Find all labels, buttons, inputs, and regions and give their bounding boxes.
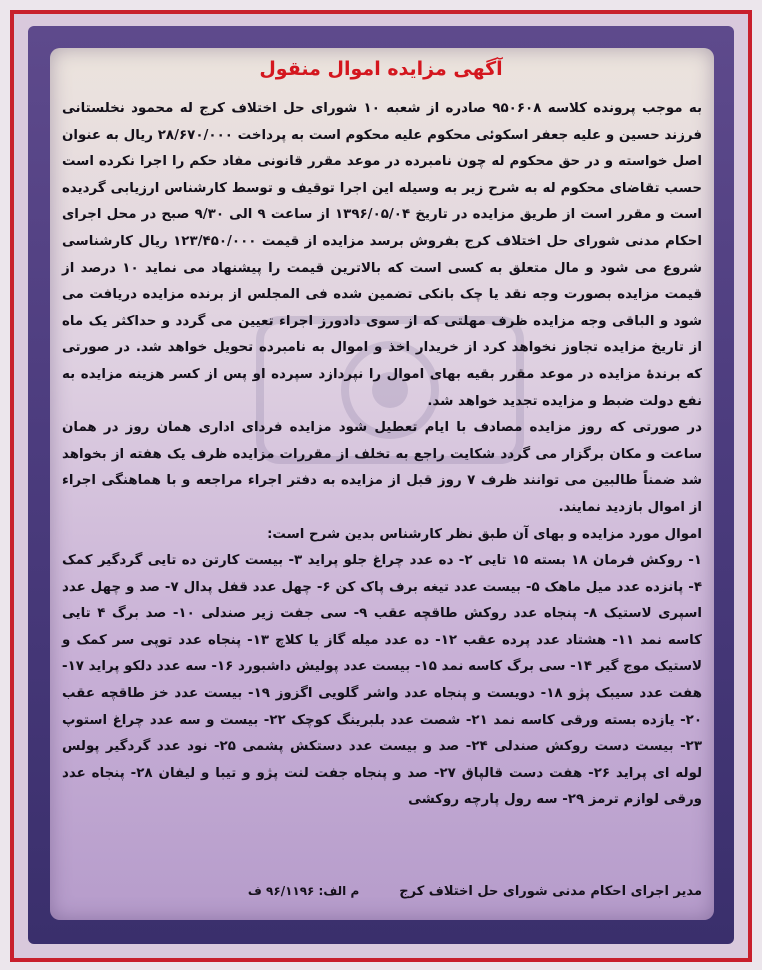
- items-list: ۱- روکش فرمان ۱۸ بسته ۱۵ تایی ۲- ده عدد چراغ جلو پراید ۳- بیست کارتن ده تایی گردگیر کمک ۴- پانزده عدد میل ماهک ۵- بیست عدد تیغه برف پاک کن ۶- چهل عدد قفل پدال ۷- صد و چهل عدد اسپری لاستیک ۸- پنجاه عدد روکش طاقچه عقب ۹- سی جفت زیر صندلی ۱۰- صد برگ ۴ تایی کاسه نمد ۱۱- هشتاد عدد پرده عقب ۱۲- ده عدد میله گاز یا کلاچ ۱۳- پنجاه عدد توپی سر کمک و لاستیک موج گیر ۱۴- سی برگ کاسه نمد ۱۵- بیست عدد پولیش داشبورد ۱۶- سه عدد دلکو پراید ۱۷- هفت عدد سیبک پژو ۱۸- دویست و پنجاه عدد واشر گلویی اگزوز ۱۹- بیست عدد خز طاقچه عقب ۲۰- یازده بسته ورقی کاسه نمد ۲۱- شصت عدد بلبرینگ کوچک ۲۲- بیست و سه عدد چراغ استوپ ۲۳- بیست دست روکش صندلی ۲۴- صد و بیست عدد دستکش پشمی ۲۵- نود عدد گردگیر پولس لوله ای پراید ۲۶- هفت دست قالپاق ۲۷- صد و پنجاه جفت لنت پژو و تیبا و لیفان ۲۸- پنجاه عدد ورقی لوازم ترمز ۲۹- سه رول پارچه روکشی: [62, 553, 703, 808]
- signer: مدیر اجرای احکام مدنی شورای حل اختلاف کرج: [399, 883, 702, 899]
- notice-footer: [62, 876, 702, 906]
- notice-paragraph: اموال مورد مزایده و بهای آن طبق نظر کارشناس بدین شرح است:: [267, 526, 702, 542]
- notice-paragraph: در صورتی که روز مزایده مصادف با ایام تعطیل شود مزایده فردای اداری همان روز در همان ساعت و مکان برگزار می گردد شکایت راجع به تخلف از مقررات مزایده ظرف یک هفته از بخواهد شد ضمناً طالبین می توانند ظرف ۷ روز قبل از مزایده به دفتر اجراء مراجعه و با هماهنگی اجراء از اموال بازدید نمایند.: [62, 420, 702, 515]
- notice-title: آگهی مزایده اموال منقول: [259, 58, 503, 80]
- notice-paragraph: به موجب پرونده کلاسه ۹۵۰۶۰۸ صادره از شعبه ۱۰ شورای حل اختلاف کرج له محمود نخلستانی فرزند حسین و علیه جعفر اسکوئی محکوم علیه محکوم است به پرداخت ۲۸/۶۷۰/۰۰۰ ریال به عنوان اصل خواسته و در حق محکوم له چون نامبرده در موعد مقرر قانونی مفاد حکم را اجرا نکرده است حسب تقاضای محکوم له به شرح زیر به وسیله این اجرا توقیف و توسط کارشناس ارزیابی گردیده است و مقرر است از طریق مزایده در تاریخ ۱۳۹۶/۰۵/۰۴ از ساعت ۹ الی ۹/۳۰ صبح در محل اجرای احکام مدنی شورای حل اختلاف کرج بفروش برسد مزایده از قیمت ۱۲۳/۴۵۰/۰۰۰ ریال کارشناسی شروع می شود و مال متعلق به کسی است که بالاترین قیمت را پیشنهاد می نماید ۱۰ درصد از قیمت مزایده بصورت وجه نقد یا چک بانکی تضمین شده فی المجلس از برنده مزایده دریافت می شود و الباقی وجه مزایده ظرف مهلتی که از سوی دادورز اجراء تعیین می گردد و حداکثر یک ماه از تاریخ مزایده تجاوز نخواهد کرد از خریدار اخذ و اموال به نامبرده تحویل خواهد شد. در صورتی که برندهٔ مزایده در موعد مقرر بقیه بهای اموال را نپردازد سپرده او پس از کسر هزینه مزایده به نفع دولت ضبط و مزایده تجدید خواهد شد.: [62, 101, 703, 409]
- reference-number: م الف: ۹۶/۱۱۹۶ ف: [247, 884, 360, 898]
- notice-body: [62, 96, 702, 814]
